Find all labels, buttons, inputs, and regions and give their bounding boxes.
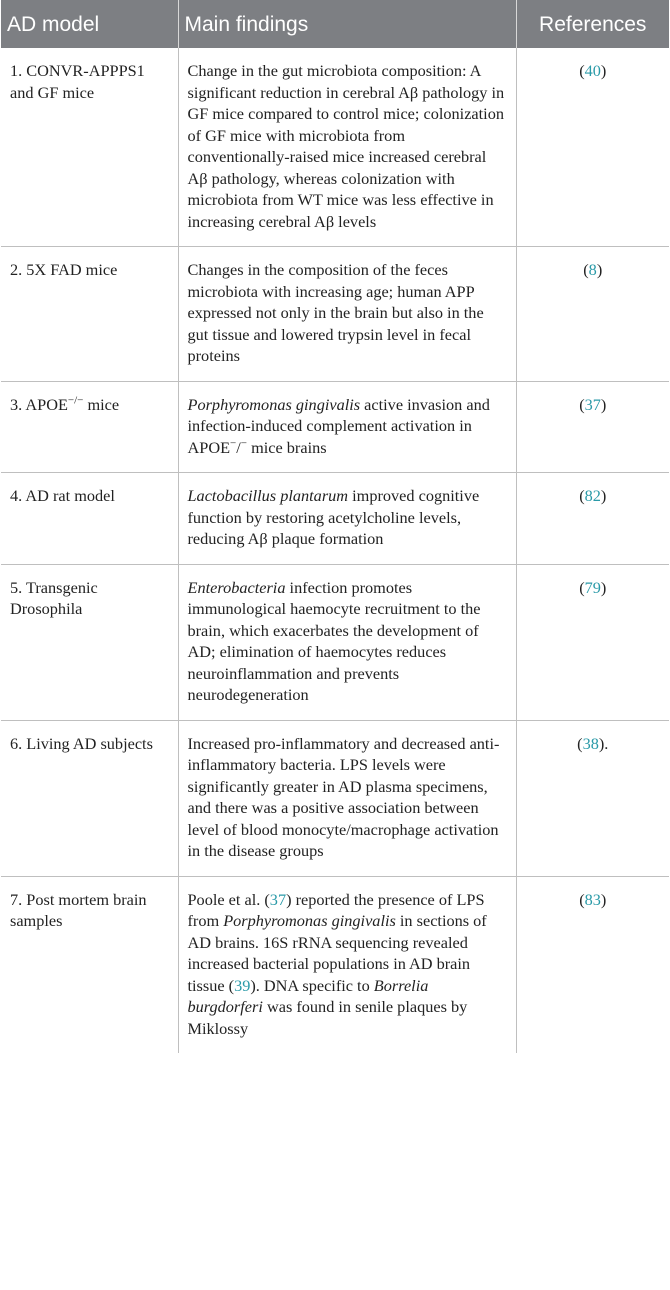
header-references: References [516, 0, 669, 48]
table-row [1, 473, 669, 565]
reference-cell: (82) [516, 473, 669, 565]
reference-cell: (79) [516, 564, 669, 720]
superscript: −/− [67, 394, 84, 407]
reference-cell: (8) [516, 247, 669, 382]
reference-cell: (38). [516, 720, 669, 876]
inline-reference-link[interactable]: 37 [269, 889, 287, 909]
table-row [1, 381, 669, 473]
reference-link[interactable]: 40 [584, 61, 601, 80]
findings-cell [178, 381, 516, 473]
model-text: 3. APOE [10, 394, 68, 414]
findings-text: was found in senile plaques by Miklossy [187, 997, 468, 1038]
findings-text: active invasion and infection-induced complement activation in APOE [187, 394, 490, 457]
species-name: Borrelia burgdorferi [187, 975, 429, 1016]
species-name: Porphyromonas gingivalis [187, 394, 361, 414]
reference-link[interactable]: 38 [582, 733, 599, 753]
findings-cell [178, 564, 516, 720]
model-cell [1, 381, 178, 473]
species-name: Lactobacillus plantarum [187, 486, 349, 505]
superscript: − [230, 437, 237, 450]
species-name: Enterobacteria [187, 577, 286, 597]
table-row [1, 564, 669, 720]
findings-text: ). DNA specific to [250, 975, 374, 995]
species-name: Porphyromonas gingivalis [223, 911, 396, 930]
findings-cell [178, 473, 516, 565]
reference-link[interactable]: 79 [584, 577, 601, 597]
model-cell: 6. Living AD subjects [1, 720, 178, 876]
table-row [1, 48, 669, 247]
findings-cell: Changes in the composition of the feces microbiota with increasing age; human APP expressed not only in the brain but also in the gut tissue and lowered trypsin level in fecal proteins [178, 247, 516, 382]
findings-text: / [236, 437, 241, 457]
reference-link[interactable]: 37 [584, 394, 601, 414]
reference-link[interactable]: 8 [588, 260, 597, 279]
findings-cell [178, 876, 516, 1053]
reference-cell: (37) [516, 381, 669, 473]
superscript: − [240, 437, 247, 450]
reference-cell: (40) [516, 48, 669, 247]
findings-text: ) reported the presence of LPS from [187, 889, 485, 930]
model-cell: 4. AD rat model [1, 473, 178, 565]
model-cell: 1. CONVR-APPPS1 and GF mice [1, 48, 178, 247]
reference-link[interactable]: 83 [584, 889, 601, 909]
header-row [1, 0, 669, 48]
table-row [1, 720, 669, 876]
table-row [1, 876, 669, 1053]
findings-cell: Change in the gut microbiota composition: A significant reduction in cerebral Aβ pathology in GF mice compared to control mice; colonization of GF mice with microbiota from conventionally-raised mice increased cerebral Aβ pathology, whereas colonization with microbiota from WT mice was less effective in increasing cerebral Aβ levels [178, 48, 516, 247]
model-text: mice [83, 394, 120, 414]
findings-text: infection promotes immunological haemocyte recruitment to the brain, which exacerbates the development of AD; elimination of haemocytes reduces neuroinflammation and prevents neurodegeneration [187, 577, 481, 704]
findings-table [1, 0, 669, 1053]
findings-cell: Increased pro-inflammatory and decreased anti-inflammatory bacteria. LPS levels were significantly greater in AD plasma specimens, and there was a positive association between level of blood monocyte/macrophage activation in the disease groups [178, 720, 516, 876]
header-main-findings: Main findings [178, 0, 516, 48]
model-cell: 5. Transgenic Drosophila [1, 564, 178, 720]
findings-text: improved cognitive function by restoring acetylcholine levels, reducing Aβ plaque formation [187, 486, 480, 548]
model-cell: 2. 5X FAD mice [1, 247, 178, 382]
findings-text: mice brains [247, 437, 327, 457]
findings-text: in sections of AD brains. 16S rRNA sequencing revealed increased bacterial populations in AD brain tissue ( [187, 911, 487, 995]
findings-text: Poole et al. ( [187, 889, 270, 909]
reference-link[interactable]: 82 [584, 486, 601, 505]
header-ad-model: AD model [1, 0, 178, 48]
reference-cell: (83) [579, 889, 607, 909]
reference-suffix: . [604, 733, 609, 753]
table-row [1, 247, 669, 382]
model-cell: 7. Post mortem brain samples [1, 876, 178, 1053]
inline-reference-link[interactable]: 39 [234, 975, 251, 995]
